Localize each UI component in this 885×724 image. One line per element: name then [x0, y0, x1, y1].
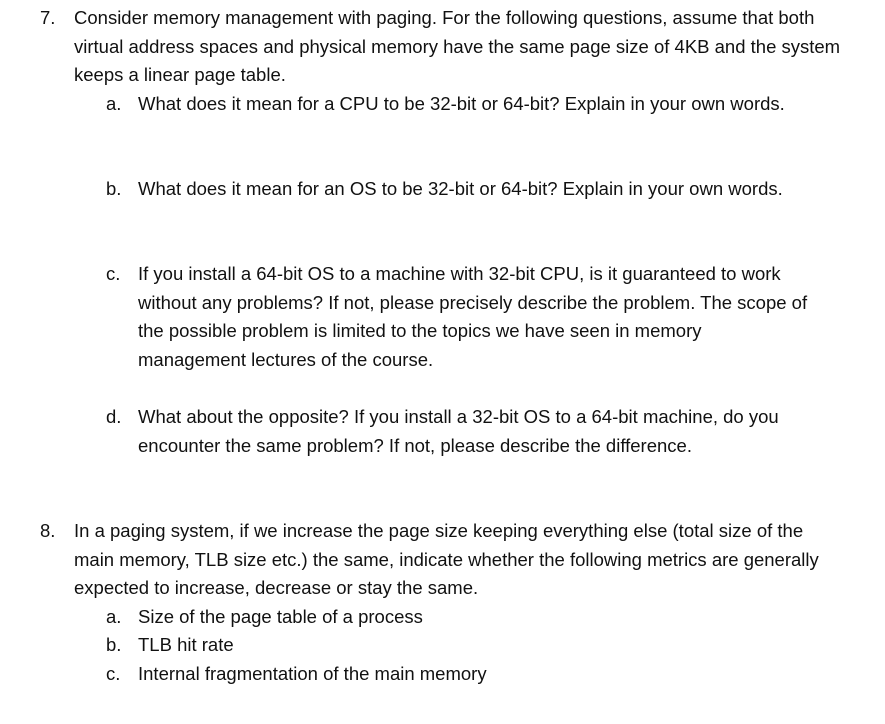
question-7-text: Consider memory management with paging. For the following questions, assume that both virtual address spaces and physical memory have the same page size of 4KB and the system keeps a linear page table. [74, 7, 841, 85]
question-8-text: In a paging system, if we increase the page size keeping everything else (total size of the main memory, TLB size etc.) the same, indicate whether the following metrics are generally expected to increase, decrease or stay the same. [74, 520, 819, 598]
part-letter: c. [106, 263, 121, 284]
part-text: What about the opposite? If you install a 32-bit OS to a 64-bit machine, do you encounter the same problem? If not, please describe the difference. [138, 406, 779, 456]
part-text: If you install a 64-bit OS to a machine with 32-bit CPU, is it guaranteed to work without any problems? If not, please precisely describe the problem. The scope of the possible problem is limited to the topics we have seen in memory management lectures of the course. [138, 263, 808, 370]
part-text: TLB hit rate [138, 634, 234, 655]
part-letter: a. [106, 606, 122, 627]
question-8-number: 8. [40, 520, 56, 541]
part-text: What does it mean for an OS to be 32-bit or 64-bit? Explain in your own words. [138, 178, 783, 199]
part-letter: b. [106, 178, 122, 199]
part-letter: b. [106, 634, 122, 655]
part-text: What does it mean for a CPU to be 32-bit or 64-bit? Explain in your own words. [138, 93, 785, 114]
part-text: Size of the page table of a process [138, 606, 423, 627]
question-7-number: 7. [40, 7, 56, 28]
part-letter: c. [106, 663, 121, 684]
part-letter: d. [106, 406, 122, 427]
part-letter: a. [106, 93, 122, 114]
part-text: Internal fragmentation of the main memory [138, 663, 487, 684]
